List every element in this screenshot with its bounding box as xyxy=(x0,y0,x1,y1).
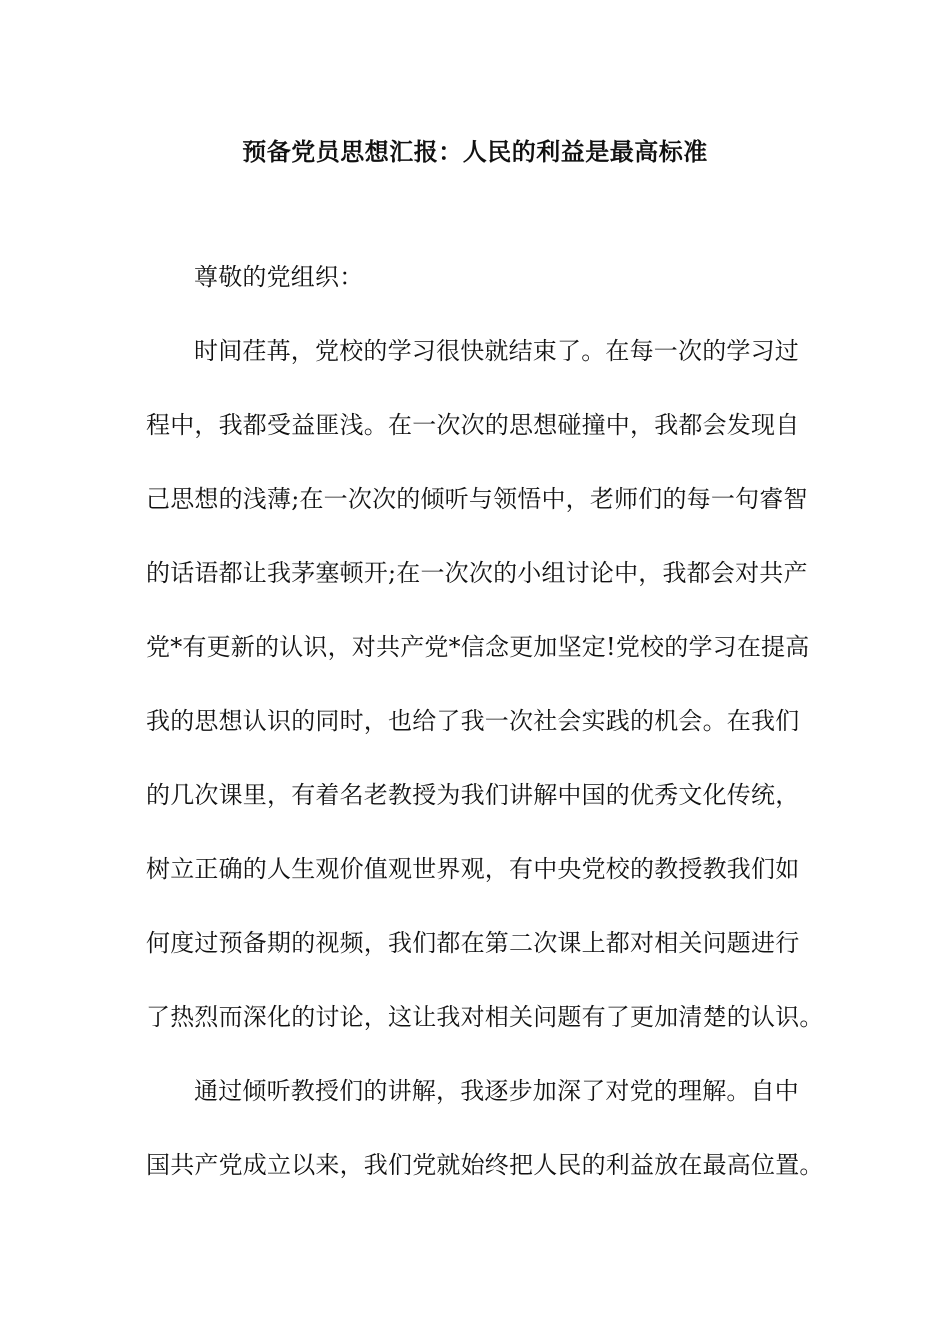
paragraph-line: 通过倾听教授们的讲解，我逐步加深了对党的理解。自中 xyxy=(194,1077,799,1105)
paragraph-line: 树立正确的人生观价值观世界观，有中央党校的教授教我们如 xyxy=(146,855,800,883)
document-title: 预备党员思想汇报：人民的利益是最高标准 xyxy=(242,137,708,166)
paragraph-line: 的话语都让我茅塞顿开;在一次次的小组讨论中，我都会对共产 xyxy=(146,559,808,587)
paragraph-line: 时间荏苒，党校的学习很快就结束了。在每一次的学习过 xyxy=(194,337,799,365)
paragraph-line: 何度过预备期的视频，我们都在第二次课上都对相关问题进行 xyxy=(146,929,800,957)
paragraph-line: 程中，我都受益匪浅。在一次次的思想碰撞中，我都会发现自 xyxy=(146,411,800,439)
paragraph-line: 了热烈而深化的讨论，这让我对相关问题有了更加清楚的认识。 xyxy=(146,1003,824,1031)
salutation: 尊敬的党组织： xyxy=(194,263,364,291)
paragraph-line: 我的思想认识的同时，也给了我一次社会实践的机会。在我们 xyxy=(146,707,800,735)
paragraph-line: 己思想的浅薄;在一次次的倾听与领悟中，老师们的每一句睿智 xyxy=(146,485,808,513)
paragraph-line: 党*有更新的认识，对共产党*信念更加坚定!党校的学习在提高 xyxy=(146,633,810,661)
paragraph-line: 的几次课里，有着名老教授为我们讲解中国的优秀文化传统， xyxy=(146,781,800,809)
paragraph-line: 国共产党成立以来，我们党就始终把人民的利益放在最高位置。 xyxy=(146,1151,824,1179)
